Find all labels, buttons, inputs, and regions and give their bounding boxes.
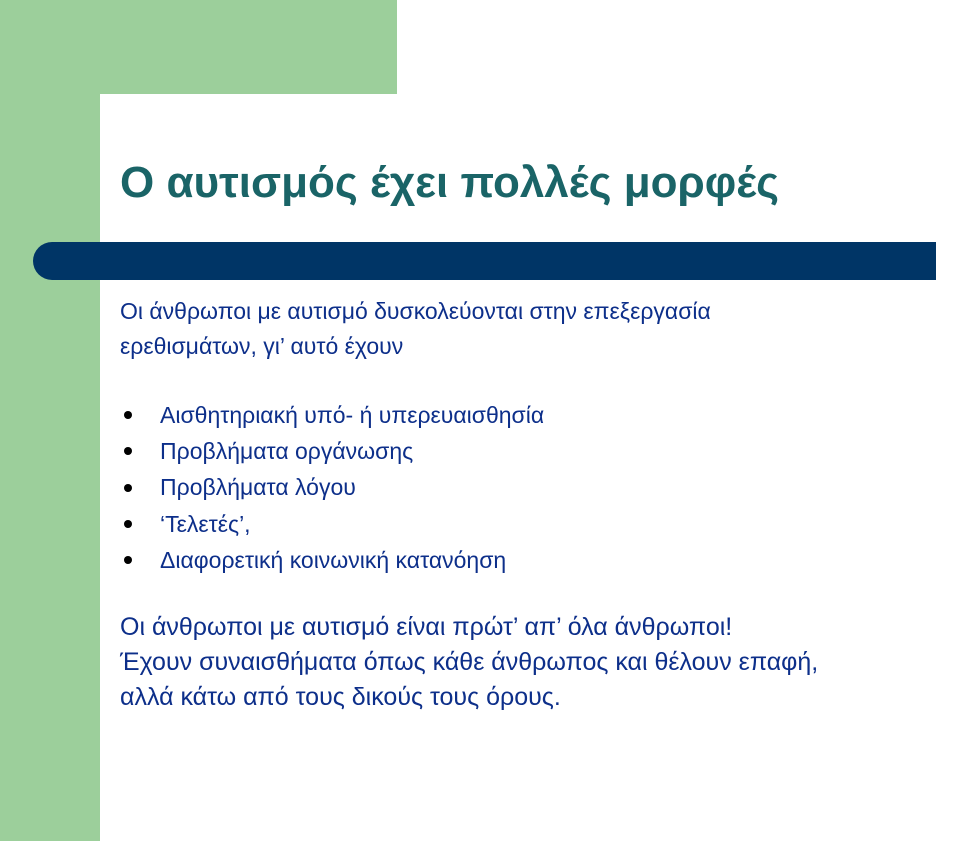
list-item xyxy=(124,506,544,542)
decorative-green-block xyxy=(100,0,397,94)
intro-paragraph xyxy=(120,294,711,364)
list-item-text: Προβλήματα οργάνωσης xyxy=(160,437,414,464)
list-item-text: Προβλήματα λόγου xyxy=(160,474,356,501)
closing-line: Έχουν συναισθήματα όπως κάθε άνθρωπος και θέλουν επαφή, xyxy=(120,648,819,676)
list-item xyxy=(124,397,544,433)
list-item xyxy=(124,470,544,506)
bullet-dot-icon xyxy=(124,447,132,455)
list-item-text: Αισθητηριακή υπό- ή υπερευαισθησία xyxy=(160,401,545,428)
decorative-green-band xyxy=(0,0,100,841)
list-item xyxy=(124,433,544,469)
closing-line: Οι άνθρωποι με αυτισμό είναι πρώτ’ απ’ όλα άνθρωποι! xyxy=(120,613,733,641)
list-item-text: Διαφορετική κοινωνική κατανόηση xyxy=(160,546,507,573)
bullet-dot-icon xyxy=(124,556,132,564)
list-item xyxy=(124,542,544,578)
intro-line: ερεθισμάτων, γι’ αυτό έχουν xyxy=(120,333,404,359)
closing-paragraph xyxy=(120,610,818,715)
bullet-dot-icon xyxy=(124,484,132,492)
slide-title: Ο αυτισμός έχει πολλές μορφές xyxy=(120,158,779,207)
list-item-text: ‘Τελετές’, xyxy=(160,510,251,537)
bullet-dot-icon xyxy=(124,411,132,419)
title-underline-bar xyxy=(33,242,936,280)
closing-line: αλλά κάτω από τους δικούς τους όρους. xyxy=(120,683,561,711)
bullet-list xyxy=(124,397,544,578)
intro-line: Οι άνθρωποι με αυτισμό δυσκολεύονται στην επεξεργασία xyxy=(120,298,711,324)
bullet-dot-icon xyxy=(124,520,132,528)
